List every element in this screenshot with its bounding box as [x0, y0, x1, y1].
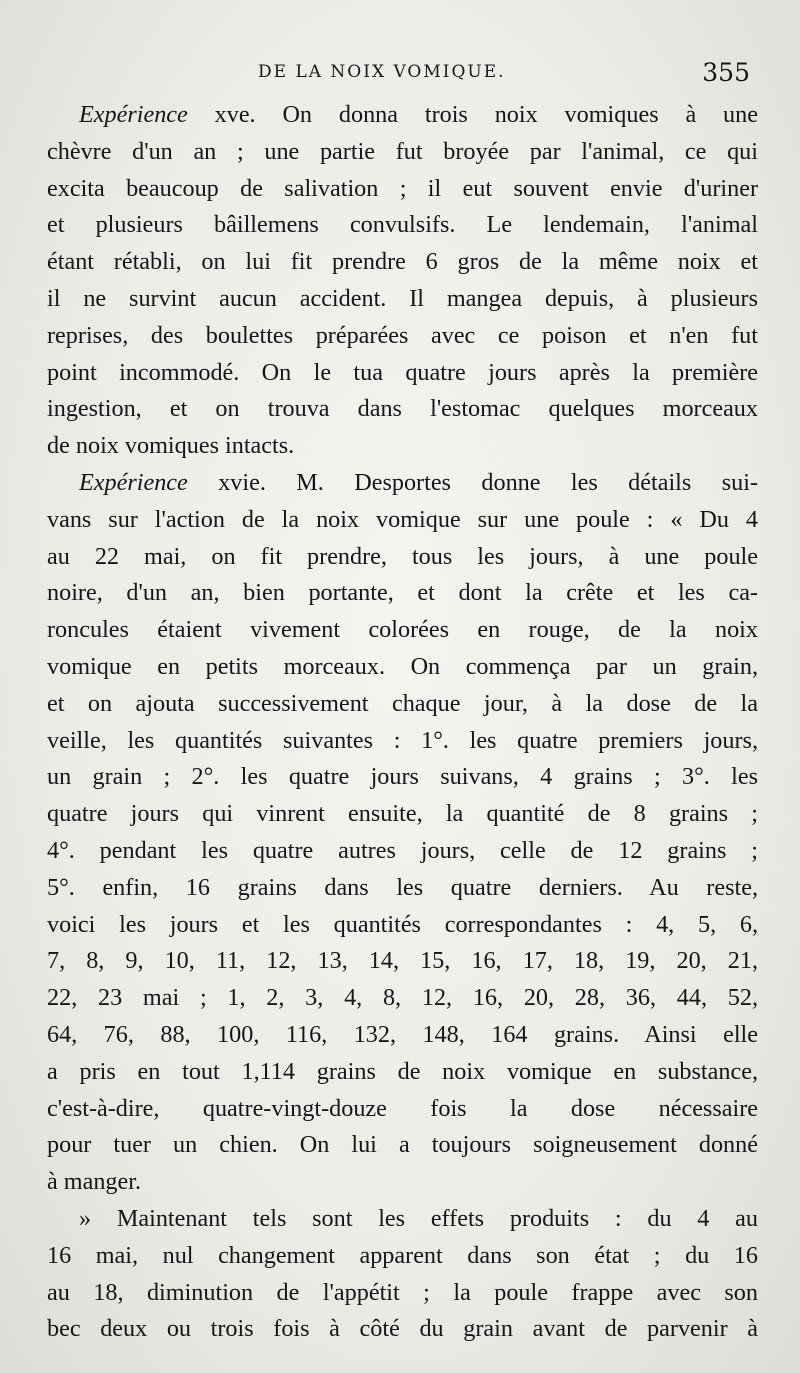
text-line: vans sur l'action de la noix vomique sur une poule : « Du 4: [47, 505, 758, 533]
text-line: 7, 8, 9, 10, 11, 12, 13, 14, 15, 16, 17, 18, 19, 20, 21,: [47, 947, 758, 975]
text-line: quatre jours qui vinrent ensuite, la quantité de 8 grains ;: [47, 800, 758, 828]
text-line: et on ajouta successivement chaque jour, à la dose de la: [47, 689, 758, 717]
text-line: vomique en petits morceaux. On commença par un grain,: [47, 652, 758, 680]
text-line: de noix vomiques intacts.: [47, 432, 295, 460]
text-line: chèvre d'un an ; une partie fut broyée par l'animal, ce qui: [47, 137, 758, 165]
page-number: 355: [702, 58, 750, 87]
text-line: bec deux ou trois fois à côté du grain avant de parvenir à: [47, 1315, 758, 1343]
text-line: veille, les quantités suivantes : 1°. les quatre premiers jours,: [47, 726, 758, 754]
text-line: Expérience xvie. M. Desportes donne les détails sui-: [79, 468, 758, 496]
text-line: 22, 23 mai ; 1, 2, 3, 4, 8, 12, 16, 20, 28, 36, 44, 52,: [47, 984, 758, 1012]
text-line: Expérience xve. On donna trois noix vomiques à une: [79, 101, 758, 128]
text-line: 64, 76, 88, 100, 116, 132, 148, 164 grains. Ainsi elle: [47, 1020, 758, 1048]
text-line: reprises, des boulettes préparées avec ce poison et n'en fut: [47, 321, 758, 349]
text-line: a pris en tout 1,114 grains de noix vomique en substance,: [47, 1057, 758, 1085]
text-line: point incommodé. On le tua quatre jours après la première: [47, 358, 758, 386]
text-line: à manger.: [47, 1168, 142, 1196]
body-text: [47, 97, 758, 1348]
text-line: étant rétabli, on lui fit prendre 6 gros de la même noix et: [47, 248, 758, 276]
text-line: au 18, diminution de l'appétit ; la poule frappe avec son: [47, 1278, 758, 1306]
page-header: [258, 58, 758, 98]
running-title: DE LA NOIX VOMIQUE.: [258, 62, 506, 82]
text-line: 16 mai, nul changement apparent dans son état ; du 16: [47, 1241, 758, 1269]
text-line: 4°. pendant les quatre autres jours, celle de 12 grains ;: [47, 836, 758, 864]
text-line: ingestion, et on trouva dans l'estomac quelques morceaux: [47, 395, 758, 423]
text-line: c'est-à-dire, quatre-vingt-douze fois la dose nécessaire: [47, 1094, 758, 1122]
text-line: » Maintenant tels sont les effets produits : du 4 au: [79, 1204, 758, 1232]
text-line: noire, d'un an, bien portante, et dont la crête et les ca-: [47, 579, 758, 607]
text-line: il ne survint aucun accident. Il mangea depuis, à plusieurs: [47, 284, 758, 312]
text-line: un grain ; 2°. les quatre jours suivans, 4 grains ; 3°. les: [47, 763, 758, 791]
text-line: pour tuer un chien. On lui a toujours soigneusement donné: [47, 1131, 758, 1159]
text-line: excita beaucoup de salivation ; il eut souvent envie d'uriner: [47, 174, 758, 202]
text-line: et plusieurs bâillemens convulsifs. Le lendemain, l'animal: [47, 211, 758, 239]
text-line: voici les jours et les quantités correspondantes : 4, 5, 6,: [47, 910, 758, 938]
text-line: au 22 mai, on fit prendre, tous les jours, à une poule: [47, 542, 758, 570]
text-line: roncules étaient vivement colorées en rouge, de la noix: [47, 616, 758, 644]
text-line: 5°. enfin, 16 grains dans les quatre derniers. Au reste,: [47, 873, 758, 901]
